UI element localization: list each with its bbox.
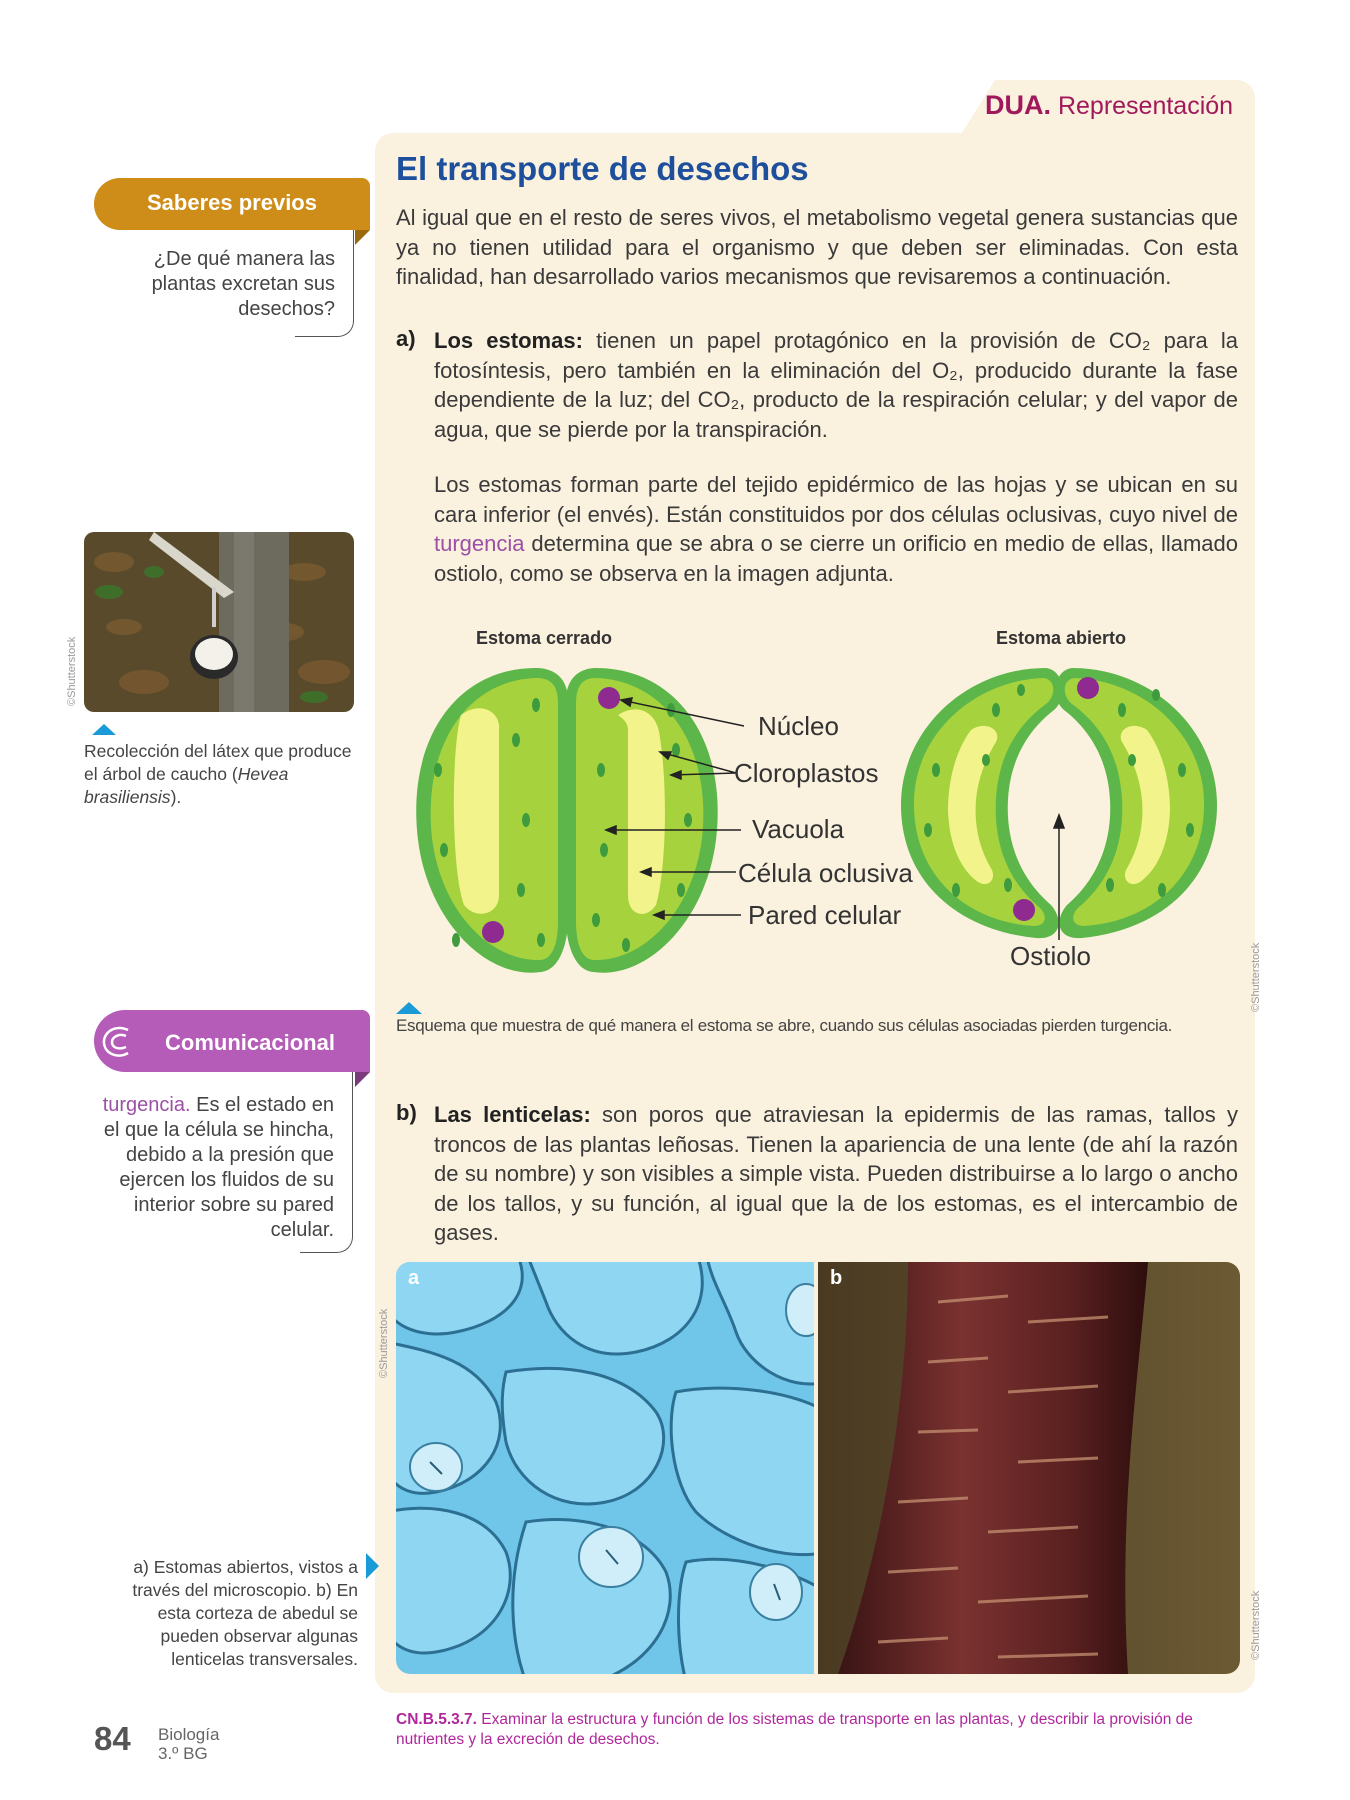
- diagram-open-title: Estoma abierto: [996, 628, 1127, 648]
- latex-caption: [84, 740, 364, 809]
- section-title: El transporte de desechos: [396, 150, 809, 187]
- item-a-term: Los estomas:: [434, 328, 583, 353]
- standard-code: CN.B.5.3.7.: [396, 1711, 477, 1728]
- intro-paragraph: Al igual que en el resto de seres vivos, el metabolismo vegetal genera sustancias que ya no tienen utilidad para el organismo y que deben ser eliminadas. Con esta finalidad, han desarrollado varios mecanismos que revisaremos a continuación.: [396, 205, 1238, 289]
- dua-label: DUA.: [985, 90, 1051, 120]
- photo-a-label: a: [408, 1267, 420, 1289]
- saberes-previos-title: Saberes previos: [147, 190, 317, 215]
- item-a-text2-part1: Los estomas forman parte del tejido epidérmico de las hojas y se ubican en su cara inferior (el envés). Están constituidos por dos células oclusivas, cuyo nivel de: [434, 472, 1238, 527]
- book-info: [158, 1725, 219, 1763]
- latex-caption-part2: ).: [170, 787, 182, 807]
- saberes-question: ¿De qué manera las plantas excretan sus desechos?: [151, 248, 335, 320]
- item-a-text2-part2: determina que se abra o se cierre un orificio en medio de ellas, llamado ostiolo, como se observa en la imagen adjunta.: [434, 531, 1238, 586]
- turgencia-link[interactable]: turgencia: [434, 531, 525, 556]
- standard-text: Examinar la estructura y función de los sistemas de transporte en las plantas, y describir la provisión de nutrientes y la excreción de desechos.: [396, 1711, 1193, 1748]
- diagram-caption-triangle-icon: [396, 1002, 422, 1014]
- dua-type: Representación: [1057, 92, 1234, 120]
- label-nucleo: Núcleo: [758, 711, 839, 741]
- closed-stoma-left-cell: [416, 668, 568, 973]
- book-subject: Biología: [158, 1725, 220, 1744]
- comunicacional-title: Comunicacional: [165, 1030, 335, 1055]
- credit-shutterstock-diagram: ©Shutterstock: [1250, 942, 1262, 1012]
- stoma-diagram: [396, 620, 1256, 1000]
- glossary-definition: Es el estado en el que la célula se hincha, debido a la presión que ejercen los fluidos de su interior sobre su pared celular.: [103, 1094, 334, 1241]
- credit-shutterstock-photo-a: ©Shutterstock: [378, 1308, 390, 1378]
- photo-b-label: b: [830, 1267, 843, 1289]
- photos-caption-triangle-icon: [366, 1553, 379, 1579]
- item-a-paragraph-2: [434, 470, 1238, 588]
- label-pared-celular: Pared celular: [748, 900, 902, 930]
- item-a-text: tienen un papel protagónico en la provisión de CO₂ para la fotosíntesis, pero también en la eliminación del O₂, producido durante la fase dependiente de la luz; del CO₂, producto de la respiración celular; y del vapor de agua, que se pierde por la transpiración.: [434, 328, 1238, 442]
- diagram-caption: Esquema que muestra de qué manera el estoma se abre, cuando sus células asociadas pierden turgencia.: [396, 1016, 1173, 1035]
- glossary-term: turgencia.: [102, 1094, 191, 1116]
- latex-photo: [84, 532, 354, 712]
- label-celula-oclusiva: Célula oclusiva: [738, 858, 913, 888]
- item-a-label: a): [396, 326, 416, 351]
- caption-triangle-icon: [92, 724, 116, 735]
- latex-caption-part1: Recolección del látex que produce el árbol de caucho (: [84, 741, 352, 784]
- credit-shutterstock: ©Shutterstock: [66, 636, 78, 706]
- item-b-paragraph: [434, 1100, 1238, 1248]
- comunicacional-fold: [355, 1072, 370, 1087]
- credit-shutterstock-photo-b: ©Shutterstock: [1250, 1590, 1262, 1660]
- closed-stoma-right-cell: [566, 668, 718, 973]
- label-vacuola: Vacuola: [752, 814, 845, 844]
- curriculum-standard: [396, 1710, 1241, 1750]
- photos-caption: a) Estomas abiertos, vistos a través del microscopio. b) En esta corteza de abedul se pueden observar algunas lenticelas transversales.: [132, 1557, 358, 1669]
- label-cloroplastos: Cloroplastos: [734, 758, 879, 788]
- item-a-paragraph: [434, 326, 1238, 444]
- dua-header: [985, 90, 1233, 121]
- saberes-fold: [355, 230, 370, 245]
- latex-caption-species: Hevea brasiliensis: [84, 764, 289, 807]
- item-b-term: Las lenticelas:: [434, 1102, 591, 1127]
- diagram-closed-title: Estoma cerrado: [476, 628, 613, 648]
- page-number: 84: [94, 1720, 131, 1757]
- birch-bark-photo: [818, 1262, 1240, 1674]
- label-ostiolo: Ostiolo: [1010, 941, 1091, 971]
- item-b-label: b): [396, 1100, 417, 1125]
- item-b-text: son poros que atraviesan la epidermis de las ramas, tallos y troncos de las plantas leñosas. Tienen la apariencia de una lente (de ahí la razón de su nombre) y son visibles a simple vista. Pueden distribuirse a lo largo o ancho de los tallos, y su función, al igual que la de los estomas, es el intercambio de gases.: [434, 1102, 1238, 1245]
- book-level: 3.º BG: [158, 1744, 208, 1763]
- glossary-entry: [96, 1093, 334, 1243]
- stomata-microscope-photo: [396, 1262, 814, 1674]
